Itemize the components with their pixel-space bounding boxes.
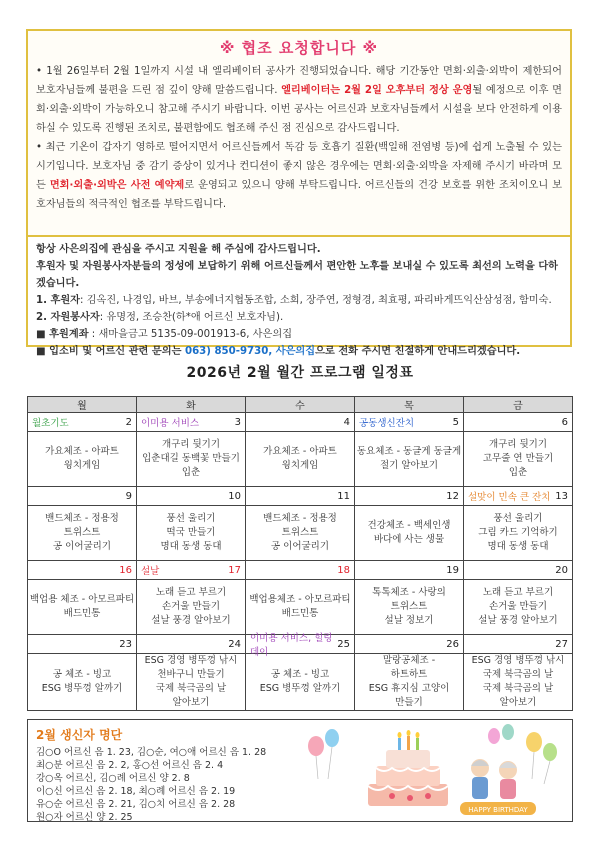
sponsor-line: 1. 후원자: 김옥진, 나경입, 바브, 부송에너지협동조합, 소희, 장주연, 정형경, 최효평, 파리바게뜨익산삼성점, 함미숙. [36, 295, 552, 306]
date-number: 23 [119, 638, 132, 650]
calendar-header-row [28, 397, 573, 413]
program-line: 동요체조 - 동글게 동글게 [356, 446, 462, 457]
program-line: 트위스트 [390, 601, 428, 612]
program-line: ESG 병뚜껑 알까기 [259, 683, 341, 694]
calendar-date-cell [28, 413, 137, 432]
cake-icon [368, 730, 448, 806]
date-number: 17 [228, 564, 241, 576]
program-line: 만들기 [395, 697, 423, 708]
date-number: 26 [446, 638, 459, 650]
birthday-banner [460, 802, 536, 815]
program-cell [28, 506, 137, 561]
date-number: 20 [555, 564, 568, 576]
date-number: 6 [561, 416, 568, 428]
program-line: ESG 경영 병뚜껑 낚시 [144, 655, 238, 666]
calendar-content-row [28, 654, 573, 711]
program-line: 하트하트 [390, 669, 428, 680]
program-line: 가요체조 - 아파트 [263, 446, 337, 457]
calendar-date-cell [246, 633, 355, 658]
program-line: 입춘 [181, 467, 201, 478]
calendar-date-cell [355, 561, 464, 580]
event-label: 월초기도 [32, 418, 69, 429]
calendar-date-cell [464, 561, 573, 580]
birthday-title: 2월 생신자 명단 [36, 728, 123, 742]
calendar-date-cell [464, 635, 573, 654]
date-number: 12 [446, 490, 459, 502]
program-line: 공 체조 - 빙고 [270, 669, 330, 680]
calendar-date-row [28, 413, 573, 432]
program-line: 국제 북극곰의 날 [155, 683, 227, 694]
birthday-line: 김○O 어르신 음 1. 23, 김○순, 여○애 어르신 음 1. 28 [36, 747, 267, 758]
calendar-title: 2026년 2월 월간 프로그램 일정표 [186, 365, 414, 381]
program-cell [28, 654, 137, 711]
program-cell [137, 506, 246, 561]
program-line: 명대 동생 동대 [160, 541, 222, 552]
program-cell [137, 654, 246, 711]
calendar-date-cell [355, 635, 464, 654]
volunteer-line: 2. 자원봉사자: 유명정, 조승찬(하*애 어르신 보호자님). [36, 312, 284, 323]
event-label: 설맞이 민속 큰 잔치 [468, 492, 551, 503]
calendar-date-cell [28, 561, 137, 580]
date-number: 25 [337, 638, 350, 650]
program-line: 윙치게임 [281, 460, 319, 471]
birthday-line: 유○순 어르신 음 2. 21, 김○치 어르신 음 2. 28 [36, 799, 236, 810]
date-number: 5 [452, 416, 459, 428]
calendar-date-cell [464, 413, 573, 432]
program-line: 건강체조 - 백세인생 [367, 520, 451, 531]
program-line: 톡톡체조 - 사랑의 [372, 587, 446, 598]
notice-box [26, 29, 572, 237]
program-line: 개구리 뒷기기 [488, 439, 548, 450]
program-line: 입춘 [508, 467, 528, 478]
program-line: 노래 듣고 부르기 [155, 587, 227, 598]
date-number: 24 [228, 638, 241, 650]
account-line: ■ 후원계좌 : 새마을금고 5135-09-001913-6, 사은의집 [36, 329, 293, 340]
program-line: 국제 북극곰의 날 [482, 669, 554, 680]
date-number: 3 [234, 416, 241, 428]
program-line: 윙치게임 [63, 460, 101, 471]
program-line: 풍선 울리기 [166, 513, 216, 524]
calendar-date-cell [137, 561, 246, 580]
event-label: 공동생신잔치 [359, 418, 415, 429]
calendar-date-cell [355, 413, 464, 432]
day-header: 수 [246, 397, 355, 413]
birthday-line: 최○분 어르신 음 2. 2, 홍○선 어르신 음 2. 4 [36, 760, 224, 771]
calendar-date-cell [137, 635, 246, 654]
day-header: 월 [28, 397, 137, 413]
program-line: 고무줄 연 만들기 [482, 453, 554, 464]
date-number: 18 [337, 564, 350, 576]
program-line: 바다에 사는 생물 [373, 534, 445, 545]
thanks-line-2: 후원자 및 자원봉사자분들의 정성에 보답하기 위해 어르신들께서 편안한 노후를 보내실 수 있도록 최선의 노력을 다하겠습니다. [36, 261, 559, 289]
calendar-content-row [28, 432, 573, 487]
program-line: 알아보기 [499, 697, 537, 708]
calendar-date-row [28, 635, 573, 654]
calendar-table [27, 396, 573, 711]
date-number: 11 [337, 490, 350, 502]
calendar-date-row [28, 561, 573, 580]
program-line: 배드민통 [281, 608, 319, 619]
program-line: 국제 북극곰의 날 [482, 683, 554, 694]
program-line: 배드민통 [63, 608, 101, 619]
program-cell [355, 506, 464, 561]
program-line: 손거울 만들기 [161, 601, 221, 612]
program-line: 밴드체조 - 정용정 [263, 513, 337, 524]
program-line: 가요체조 - 아파트 [45, 446, 119, 457]
birthday-box [27, 719, 573, 822]
program-line: 천바구니 만들기 [157, 669, 225, 680]
program-cell [464, 506, 573, 561]
notice-paragraph-2: • 최근 기온이 갑자기 영하로 떨어지면서 어르신들께서 독감 등 호흡기 질환(백일해 전염병 등)에 쉽게 노출될 수 있는 시기입니다. 보호자님 중 감기 증상이 있거나 컨디션이 좋지 않은 경우에는 면회·외출·외박을 자제해 주시기 바라며 모든 면회·외출·외박은 사전 예약제로 운영되고 있으니 양해 부탁드립니다. 어르신들의 건강 보호를 위한 조치이오니 보호자님들의 적극적인 협조를 부탁드립니다. [36, 142, 562, 210]
program-line: 입춘대길 동백꽃 만들기 [142, 453, 240, 464]
calendar-content-row [28, 506, 573, 561]
calendar-date-cell [246, 561, 355, 580]
day-header: 화 [137, 397, 246, 413]
program-line: 트위스트 [63, 527, 101, 538]
program-line: 백업용체조 - 아모르파티 [249, 594, 351, 605]
program-cell [137, 580, 246, 635]
date-number: 13 [555, 490, 568, 502]
thanks-line-1: 항상 사은의집에 관심을 주시고 지원을 해 주심에 감사드립니다. [36, 244, 321, 255]
day-header: 목 [355, 397, 464, 413]
date-number: 16 [119, 564, 132, 576]
program-line: 트위스트 [281, 527, 319, 538]
program-line: 공 체조 - 빙고 [52, 669, 112, 680]
program-line: 밴드체조 - 정용정 [45, 513, 119, 524]
svg-text:HAPPY BIRTHDAY: HAPPY BIRTHDAY [468, 806, 528, 814]
program-cell [464, 432, 573, 487]
program-cell [355, 580, 464, 635]
birthday-line: 원○자 어르신 양 2. 25 [36, 812, 133, 823]
program-cell [464, 580, 573, 635]
program-cell [355, 432, 464, 487]
program-line: 그림 카드 기억하기 [478, 527, 558, 538]
notice-paragraph-1: • 1월 26일부터 2월 1일까지 시설 내 엘리베이터 공사가 진행되었습니다. 해당 기간동안 면회·외출·외박이 제한되어 보호자님들께 불편을 드린 점 깊이 양해 말씀드립니다. 엘리베이터는 2월 2일 오후부터 정상 운영될 예정으로 이후 면회·외출·외박이 가능하오니 참고해 주시기 바랍니다. 이번 공사는 어르신과 보호자님들께서 시설을 보다 안전하게 이용하실 수 있도록 진행된 조치로, 불편함에도 협조해 주신 점 진심으로 감사드립니다. [36, 66, 562, 134]
program-cell [28, 432, 137, 487]
date-number: 27 [555, 638, 568, 650]
notice-title: ※ 협조 요청합니다 ※ [219, 39, 379, 57]
birthday-line: 이○신 어르신 음 2. 18, 최○례 어르신 음 2. 19 [36, 786, 236, 797]
program-line: 명대 동생 동대 [487, 541, 549, 552]
program-line: 설날 정보기 [384, 615, 434, 626]
date-number: 10 [228, 490, 241, 502]
program-line: 공 이어굴리기 [270, 541, 330, 552]
program-line: 개구리 뒷기기 [161, 439, 221, 450]
event-label: 이미용 서비스 [141, 418, 200, 429]
thanks-box [26, 237, 572, 357]
program-cell [355, 654, 464, 711]
program-cell [246, 580, 355, 635]
program-cell [137, 432, 246, 487]
birthday-illustration [294, 724, 564, 820]
calendar-date-cell [246, 413, 355, 432]
program-line: 말랑공체조 - [382, 655, 436, 666]
event-label: 설날 [141, 566, 160, 577]
calendar-date-cell [137, 487, 246, 506]
calendar-date-cell [28, 635, 137, 654]
program-line: 설날 풍경 알아보기 [151, 615, 231, 626]
day-header: 금 [464, 397, 573, 413]
date-number: 9 [125, 490, 132, 502]
calendar-date-cell [28, 487, 137, 506]
program-line: ESG 경영 병뚜껑 낚시 [471, 655, 565, 666]
inquiry-line: ■ 입소비 및 어르신 관련 문의는 063) 850-9730, 사은의집으로 전화 주시면 친절하게 안내드리겠습니다. [36, 346, 521, 357]
program-line: 공 이어굴리기 [52, 541, 112, 552]
calendar-date-cell [355, 487, 464, 506]
birthday-line: 강○옥 어르신, 김○례 어르신 양 2. 8 [36, 773, 190, 784]
program-cell [246, 432, 355, 487]
calendar-date-cell [246, 487, 355, 506]
calendar-date-row [28, 487, 573, 506]
date-number: 19 [446, 564, 459, 576]
program-line: 알아보기 [172, 697, 210, 708]
program-line: 설날 풍경 알아보기 [478, 615, 558, 626]
program-line: 떡국 만들기 [166, 527, 216, 538]
calendar-date-cell [137, 413, 246, 432]
calendar-date-cell [464, 487, 573, 506]
program-line: 백업용 체조 - 아모르파티 [29, 594, 135, 605]
program-line: 손거울 만들기 [488, 601, 548, 612]
program-line: ESG 휴지심 고양이 [368, 683, 450, 694]
program-cell [464, 654, 573, 711]
program-cell [246, 506, 355, 561]
elderly-couple-icon [471, 759, 517, 799]
program-cell [28, 580, 137, 635]
date-number: 4 [343, 416, 350, 428]
program-line: 절기 알아보기 [379, 460, 439, 471]
program-cell [246, 654, 355, 711]
calendar-content-row [28, 580, 573, 635]
program-line: ESG 병뚜껑 알까기 [41, 683, 123, 694]
date-number: 2 [125, 416, 132, 428]
event-label: 이미용 서비스, 힐링데이 [250, 633, 333, 658]
program-line: 노래 듣고 부르기 [482, 587, 554, 598]
program-line: 풍선 울리기 [493, 513, 543, 524]
